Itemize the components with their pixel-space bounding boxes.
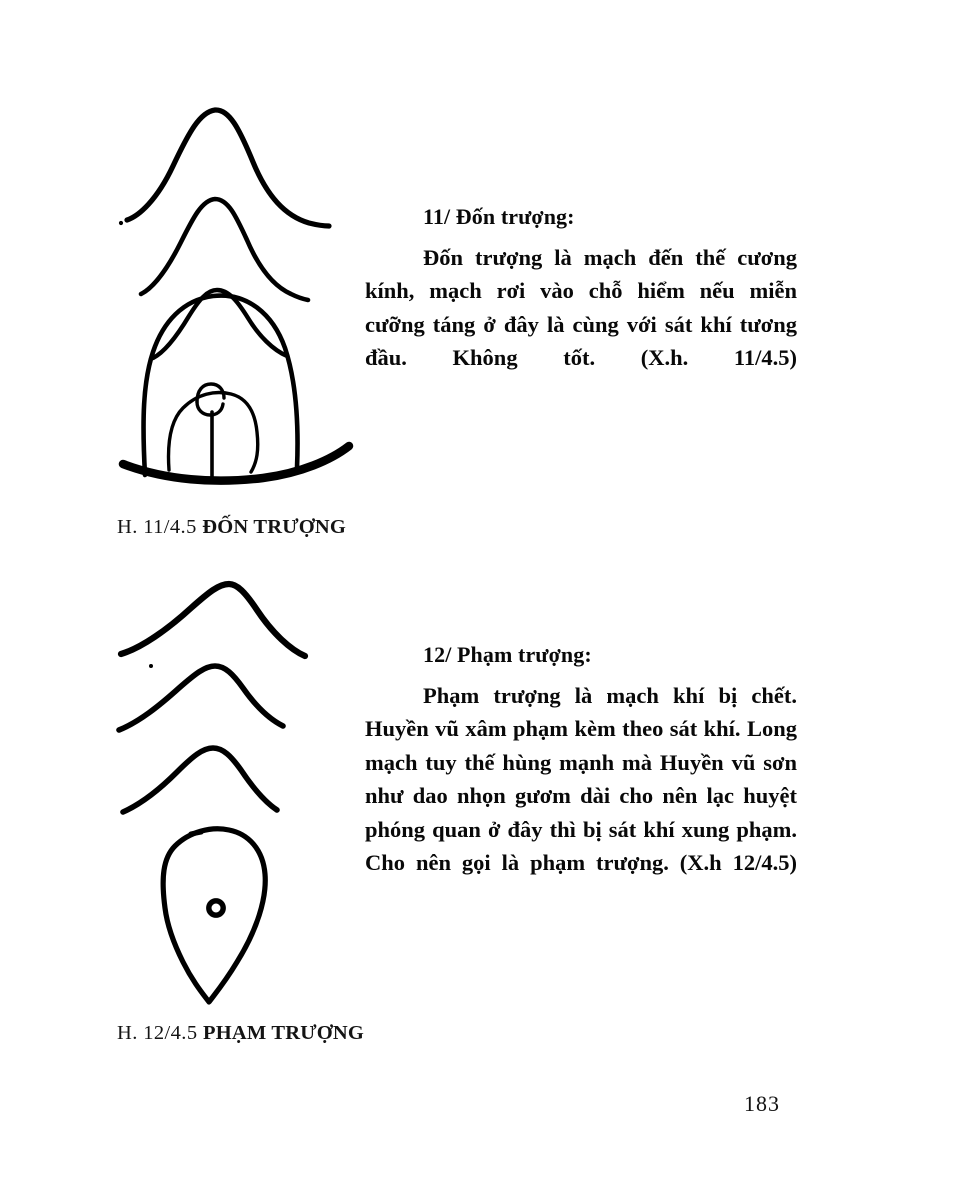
caption-label: H. 11/4.5: [117, 516, 203, 538]
section-11: [365, 200, 797, 408]
page-number: 183: [744, 1091, 780, 1116]
caption-label: H. 12/4.5: [117, 1022, 203, 1044]
section-12-heading: 12/ Phạm trượng:: [423, 642, 592, 667]
caption-don-truong: [117, 516, 346, 539]
section-12: [365, 638, 797, 913]
section-11-heading: 11/ Đốn trượng:: [423, 204, 575, 229]
pham-truong-diagram: [105, 558, 365, 1013]
caption-name: ĐỐN TRƯỢNG: [202, 516, 347, 538]
don-truong-diagram: [105, 90, 365, 495]
section-11-body: Đốn trượng là mạch đến thế cương kính, mạch rơi vào chỗ hiểm nếu miễn cưỡng táng ở đây là cùng với sát khí tương đầu. Không tốt. (X.h. 11/4.5): [365, 244, 797, 370]
section-12-body: Phạm trượng là mạch khí bị chết. Huyền vũ xâm phạm kèm theo sát khí. Long mạch tuy thế hùng mạnh mà Huyền vũ sơn như dao nhọn gươm dài cho nên lạc huyệt phóng quan ở đây thì bị sát khí xung phạm. Cho nên gọi là phạm trượng. (X.h 12/4.5): [365, 682, 797, 875]
caption-pham-truong: [117, 1022, 364, 1045]
caption-name: PHẠM TRƯỢNG: [203, 1022, 365, 1044]
